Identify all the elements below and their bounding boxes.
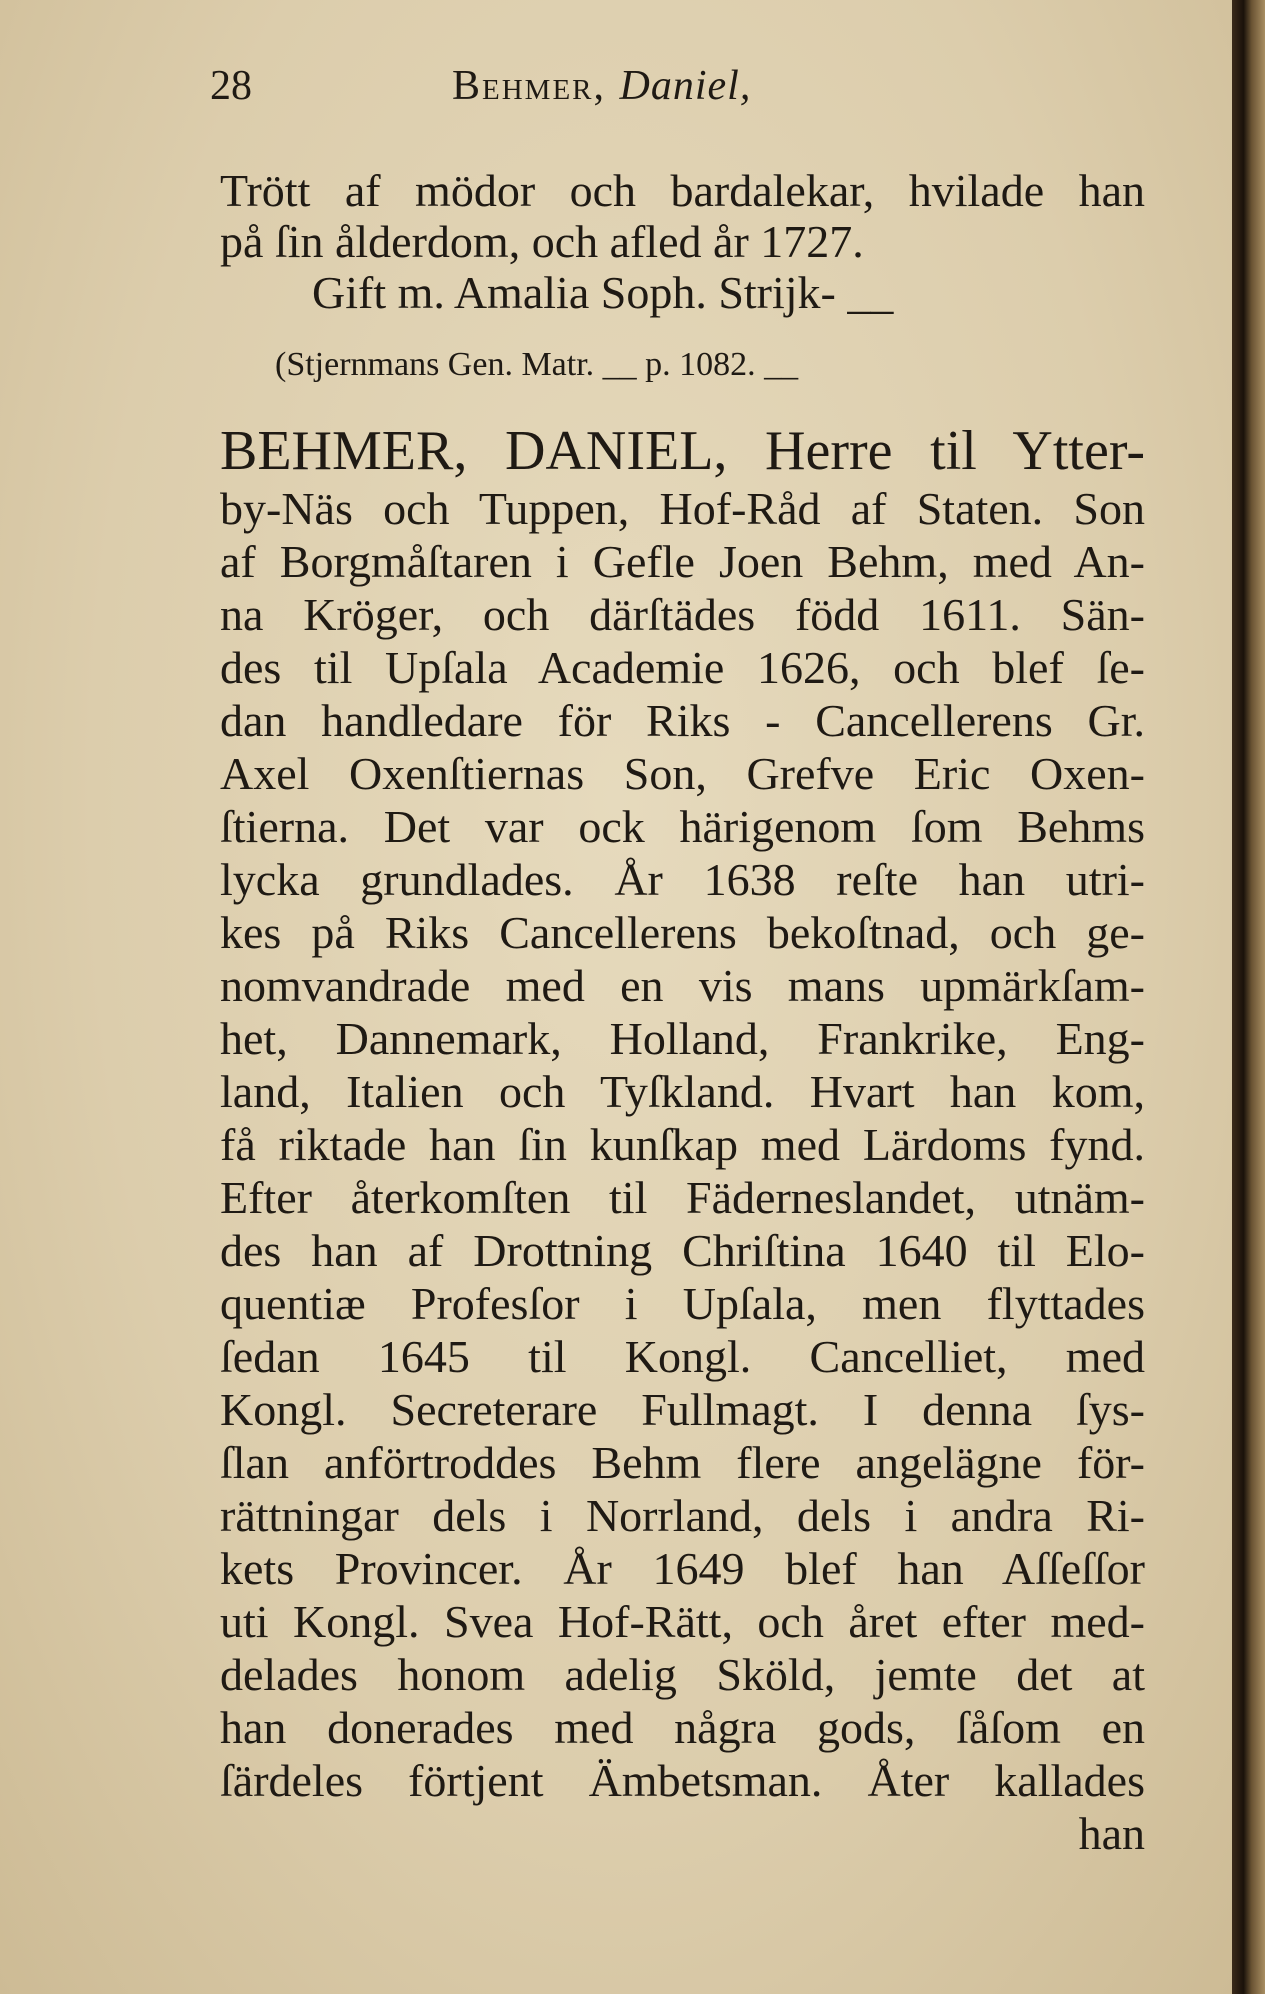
text-line: han donerades med några gods, ſåſom en [220,1702,1145,1753]
text-line: by-Näs och Tuppen, Hof-Råd af Staten. Son [220,483,1145,534]
text-line: Efter återkomſten til Fäderneslandet, utnäm- [220,1172,1145,1223]
text-line: des han af Drottning Chriſtina 1640 til Elo- [220,1225,1145,1276]
running-head-name: Behmer, [452,63,607,109]
text-line: ſärdeles förtjent Ämbetsman. Åter kallades [220,1755,1145,1806]
text-line: Trött af mödor och bardalekar, hvilade han [220,165,1145,216]
text-line: Axel Oxenſtiernas Son, Grefve Eric Oxen- [220,748,1145,799]
text-line: dan handledare för Riks - Cancellerens Gr. [220,695,1145,746]
text-line: kes på Riks Cancellerens bekoſtnad, och ge- [220,907,1145,958]
text-line: des til Upſala Academie 1626, och blef ſe- [220,642,1145,693]
text-line: het, Dannemark, Holland, Frankrike, Eng- [220,1013,1145,1064]
text-line: delades honom adelig Sköld, jemte det at [220,1649,1145,1700]
text-line: land, Italien och Tyſkland. Hvart han kom, [220,1066,1145,1117]
running-head [452,62,751,110]
running-head-given-name: Daniel, [619,63,752,109]
citation-line: (Stjernmans Gen. Matr. __ p. 1082. __ [275,346,799,383]
book-binding-edge [1232,0,1265,1994]
text-line: uti Kongl. Svea Hof-Rätt, och året efter med- [220,1596,1145,1647]
entry-heading-line: BEHMER, DANIEL, Herre til Ytter- [220,420,1145,482]
text-line: på ſin ålderdom, och afled år 1727. [220,216,864,267]
text-line: na Kröger, och därſtädes född 1611. Sän- [220,589,1145,640]
text-line: få riktade han ſin kunſkap med Lärdoms fynd. [220,1119,1145,1170]
catchword: han [1078,1808,1145,1859]
text-line: nomvandrade med en vis mans upmärkſam- [220,960,1145,1011]
text-line: Gift m. Amalia Soph. Strijk- __ [312,267,894,318]
text-line: quentiæ Profesſor i Upſala, men flyttades [220,1278,1145,1329]
text-line: ſlan anförtroddes Behm flere angelägne för- [220,1437,1145,1488]
text-line: kets Provincer. År 1649 blef han Aſſeſſor [220,1543,1145,1594]
text-line: Kongl. Secreterare Fullmagt. I denna ſys- [220,1384,1145,1435]
text-line: ſedan 1645 til Kongl. Cancelliet, med [220,1331,1145,1382]
page-header [210,62,1010,122]
text-line: ſtierna. Det var ock härigenom ſom Behms [220,801,1145,852]
page-number: 28 [210,63,252,109]
text-line: af Borgmåſtaren i Gefle Joen Behm, med An- [220,536,1145,587]
text-line: lycka grundlades. År 1638 reſte han utri- [220,854,1145,905]
text-line: rättningar dels i Norrland, dels i andra Ri- [220,1490,1145,1541]
